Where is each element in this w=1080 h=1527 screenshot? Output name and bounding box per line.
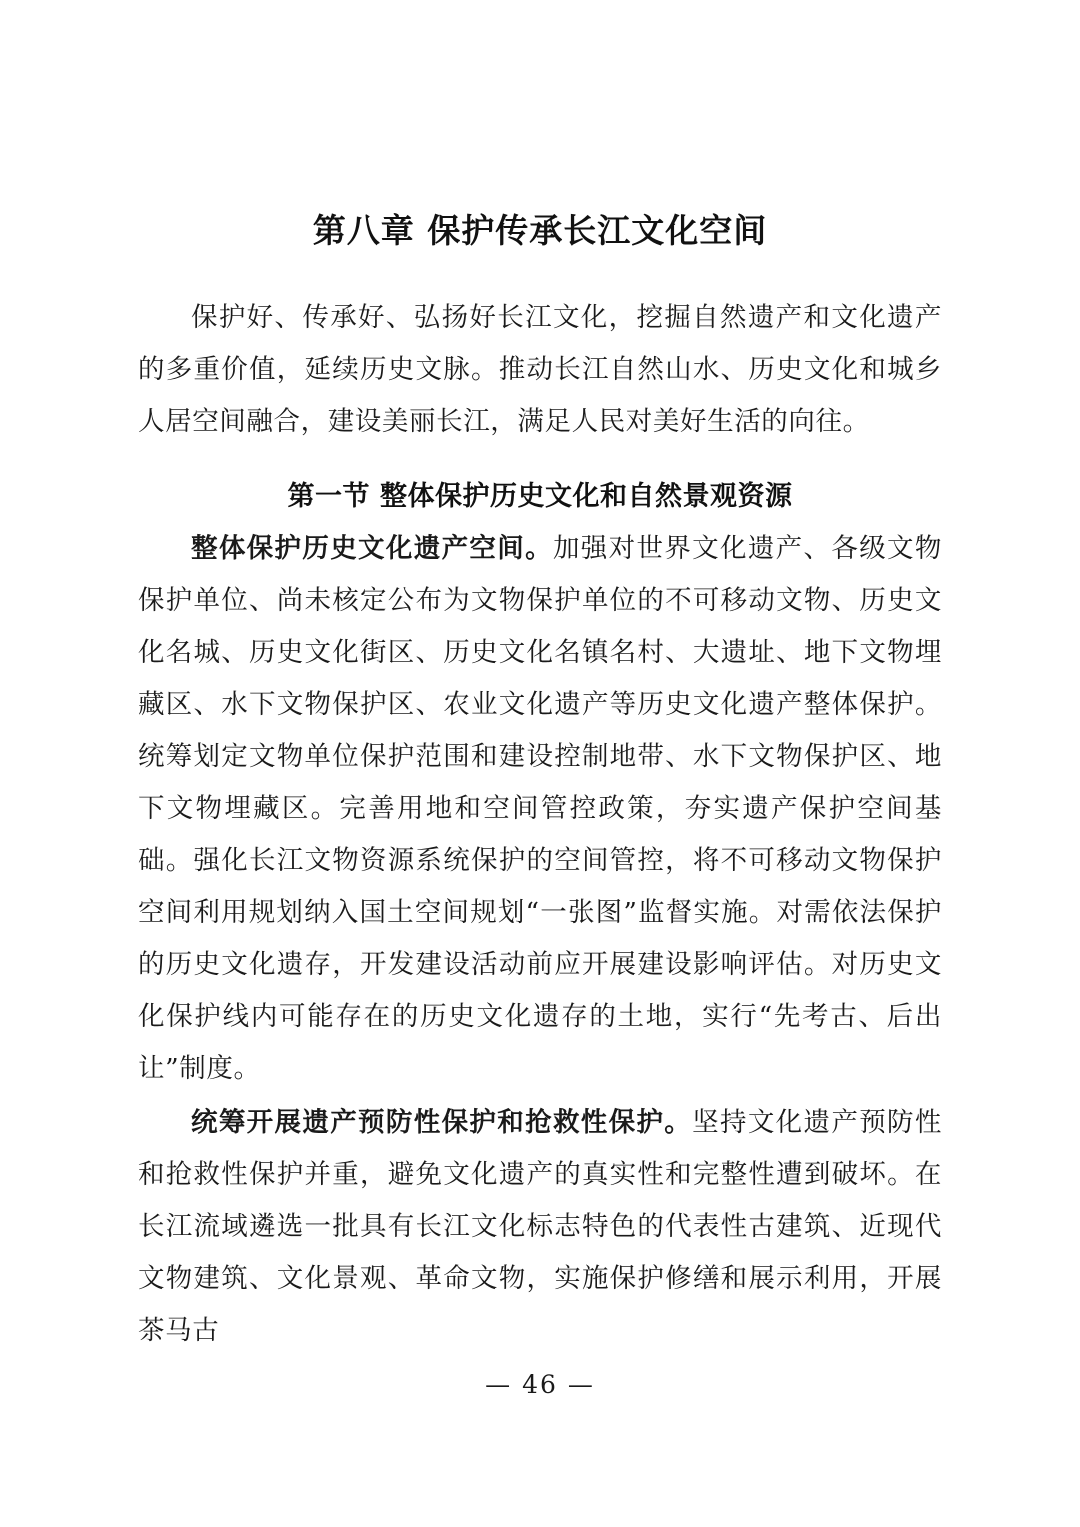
paragraph-text-2: 坚持文化遗产预防性和抢救性保护并重，避免文化遗产的真实性和完整性遭到破坏。在长江流域遴选一批具有长江文化标志特色的代表性古建筑、近现代文物建筑、文化景观、革命文物，实施保护修缮和展示利用，开展茶马古 bbox=[138, 1107, 942, 1346]
paragraph-text-1: 加强对世界文化遗产、各级文物保护单位、尚未核定公布为文物保护单位的不可移动文物、历史文化名城、历史文化街区、历史文化名镇名村、大遗址、地下文物埋藏区、水下文物保护区、农业文化遗产等历史文化遗产整体保护。统筹划定文物单位保护范围和建设控制地带、水下文物保护区、地下文物埋藏区。完善用地和空间管控政策，夯实遗产保护空间基础。强化长江文物资源系统保护的空间管控，将不可移动文物保护空间利用规划纳入国土空间规划“一张图”监督实施。对需依法保护的历史文化遗存，开发建设活动前应开展建设影响评估。对历史文化保护线内可能存在的历史文化遗存的土地，实行“先考古、后出让”制度。 bbox=[138, 533, 942, 1084]
intro-paragraph: 保护好、传承好、弘扬好长江文化，挖掘自然遗产和文化遗产的多重价值，延续历史文脉。推动长江自然山水、历史文化和城乡人居空间融合，建设美丽长江，满足人民对美好生活的向往。 bbox=[138, 302, 942, 437]
chapter-title: 第八章 保护传承长江文化空间 bbox=[312, 211, 768, 250]
paragraph-lead-1: 整体保护历史文化遗产空间。 bbox=[191, 533, 553, 564]
body-paragraph-2 bbox=[138, 1097, 942, 1357]
body-paragraph-1 bbox=[138, 523, 942, 1095]
paragraph-lead-2: 统筹开展遗产预防性保护和抢救性保护。 bbox=[191, 1107, 693, 1138]
page-number: — 46 — bbox=[485, 1370, 595, 1399]
section-title: 第一节 整体保护历史文化和自然景观资源 bbox=[287, 481, 793, 512]
